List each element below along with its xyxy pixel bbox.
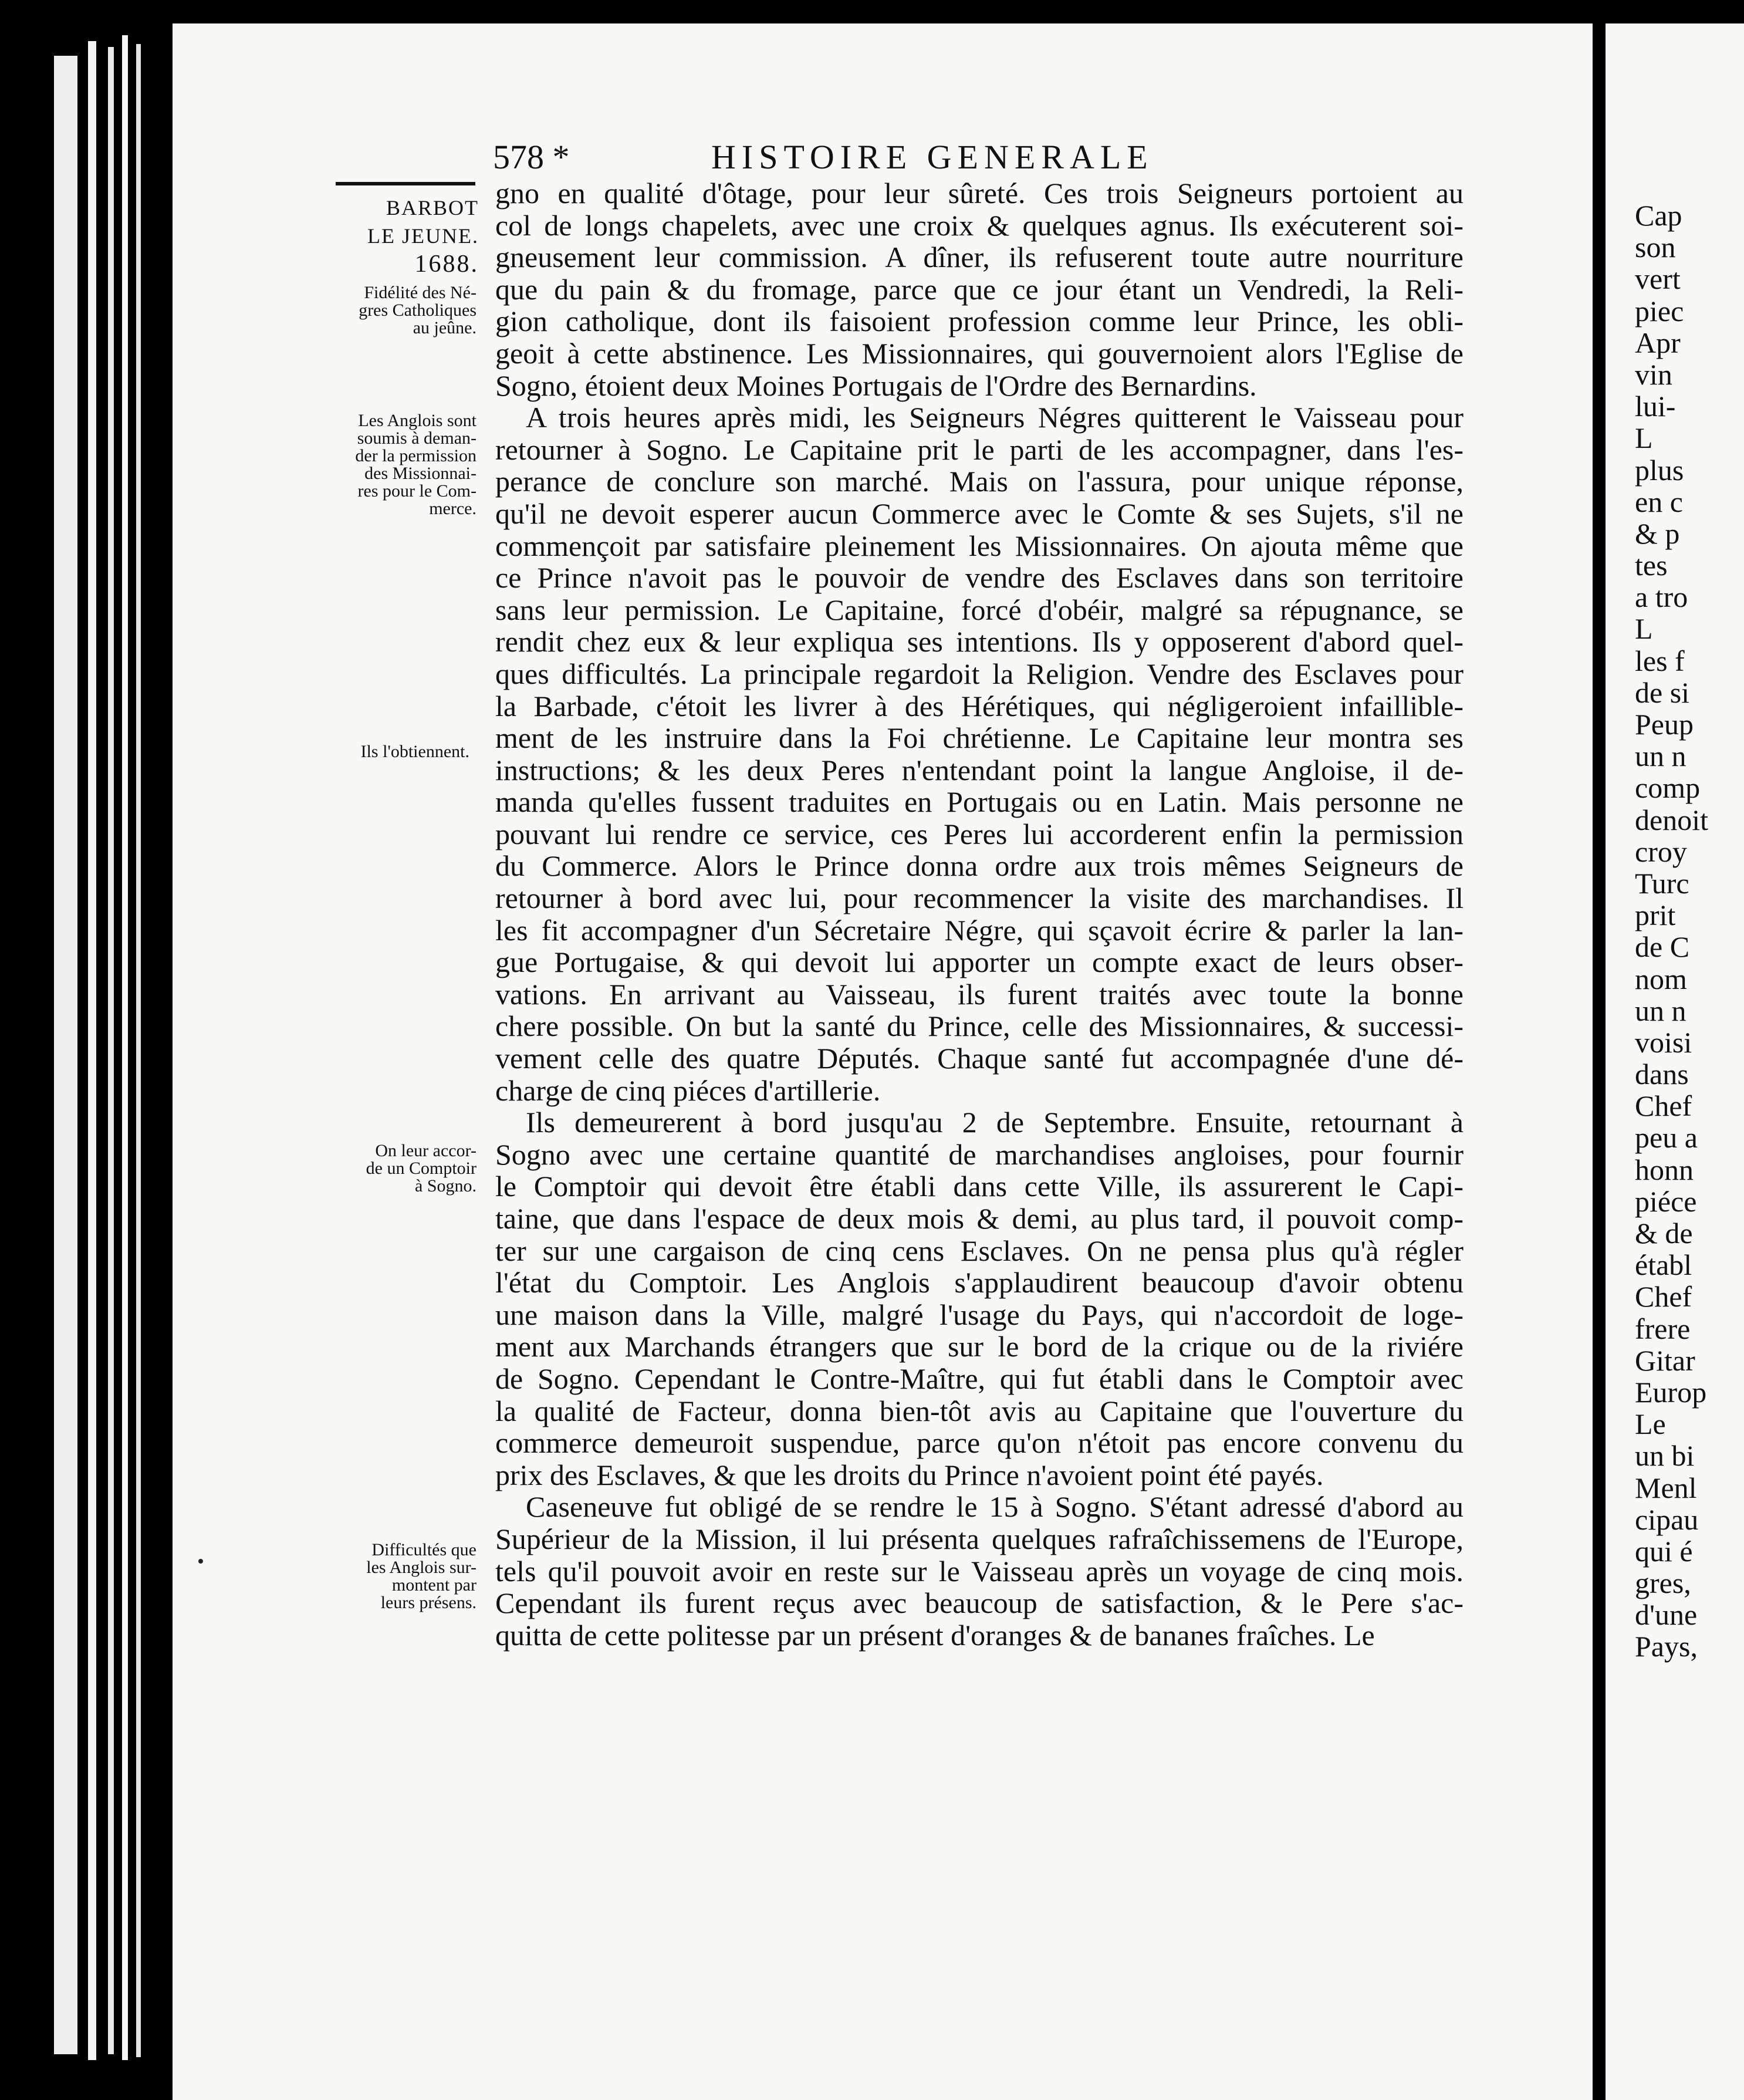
text-line: commençoit par satisfaire pleinement les Missionnaires. On ajouta même que [495, 529, 1464, 562]
margin-author: BARBOT [386, 196, 479, 220]
margin-note-line: Fidélité des Né- [364, 283, 476, 302]
text-line: instructions; & les deux Peres n'entendant point la langue Angloise, il de- [495, 753, 1464, 786]
text-line: de Sogno. Cependant le Contre-Maître, qui fut établi dans le Comptoir avec [495, 1362, 1464, 1395]
margin-note-line: gres Catholiques [359, 301, 476, 320]
text-line: charge de cinq piéces d'artillerie. [495, 1073, 881, 1107]
text-line: col de longs chapelets, avec une croix & quelques agnus. Ils exécuterent soi- [495, 208, 1464, 242]
margin-note-line: les Anglois sur- [366, 1558, 476, 1577]
facing-page-line: nom [1635, 962, 1687, 995]
margin-year: 1688. [414, 251, 479, 278]
facing-page-line: Peup [1635, 708, 1694, 741]
margin-note-line: à Sogno. [415, 1176, 476, 1196]
facing-page-line: vin [1635, 357, 1672, 391]
text-line: retourner à Sogno. Le Capitaine prit le parti de les accompagner, dans l'es- [495, 433, 1464, 466]
facing-page-line: cipau [1635, 1503, 1699, 1536]
text-line: Supérieur de la Mission, il lui présenta quelques rafraîchissemens de l'Europe, [495, 1522, 1464, 1555]
text-line: ques difficultés. La principale regardoit la Religion. Vendre des Esclaves pour [495, 657, 1464, 690]
text-line: ment aux Marchands étrangers que sur le bord de la crique ou de la riviére [495, 1330, 1464, 1363]
running-head [493, 134, 1268, 181]
text-line: pouvant lui rendre ce service, ces Peres lui accorderent enfin la permission [495, 817, 1464, 850]
text-line: prix des Esclaves, & que les droits du Prince n'avoient point été payés. [495, 1458, 1324, 1491]
stray-mark [198, 1559, 203, 1564]
margin-note-line: Ils l'obtiennent. [360, 742, 469, 761]
text-line: rendit chez eux & leur expliqua ses intentions. Ils y opposerent d'abord quel- [495, 625, 1464, 659]
facing-page-line: Europ [1635, 1375, 1707, 1409]
facing-page-line: comp [1635, 771, 1701, 805]
facing-page-line: plus [1635, 453, 1684, 487]
page-stack-edge [108, 47, 114, 2054]
facing-page-line: Menl [1635, 1471, 1697, 1504]
text-line: ter sur une cargaison de cinq cens Esclaves. On ne pensa plus qu'à régler [495, 1234, 1464, 1267]
margin-note-line: leurs présens. [380, 1593, 476, 1612]
facing-page-line: vert [1635, 262, 1681, 296]
text-line: la qualité de Facteur, donna bien-tôt avis au Capitaine que l'ouverture du [495, 1394, 1464, 1427]
facing-page-line: & p [1635, 516, 1680, 550]
facing-page [1606, 23, 1744, 2100]
text-line: taine, que dans l'espace de deux mois & demi, au plus tard, il pouvoit comp- [495, 1202, 1464, 1235]
facing-page-line: Chef [1635, 1089, 1692, 1123]
text-line: gno en qualité d'ôtage, pour leur sûreté. Ces trois Seigneurs portoient au [495, 177, 1464, 210]
facing-page-line: a tro [1635, 580, 1688, 614]
facing-page-line: de C [1635, 930, 1690, 964]
margin-note [324, 412, 476, 518]
text-line: gneusement leur commission. A dîner, ils refuserent toute autre nourriture [495, 241, 1464, 274]
facing-page-line: Apr [1635, 326, 1681, 359]
facing-page-text [1635, 200, 1744, 1663]
facing-page-line: Pays, [1635, 1630, 1698, 1663]
text-line: sans leur permission. Le Capitaine, forcé d'obéir, malgré sa répugnance, se [495, 593, 1464, 626]
text-line: geoit à cette abstinence. Les Missionnaires, qui gouvernoient alors l'Eglise de [495, 336, 1464, 370]
facing-page-line: de si [1635, 676, 1690, 709]
text-line: gue Portugaise, & qui devoit lui apporter un compte exact de leurs obser- [495, 946, 1464, 979]
facing-page-line: établ [1635, 1248, 1692, 1282]
text-line: Sogno, étoient deux Moines Portugais de l'Ordre des Bernardins. [495, 369, 1257, 402]
facing-page-line: qui é [1635, 1534, 1693, 1568]
margin-note-line: au jeûne. [413, 318, 476, 337]
text-line: retourner à bord avec lui, pour recommencer la visite des marchandises. Il [495, 882, 1464, 915]
facing-page-line: L [1635, 421, 1653, 455]
text-line: Caseneuve fut obligé de se rendre le 15 à Sogno. S'étant adressé d'abord au [526, 1490, 1464, 1524]
text-line: Cependant ils furent reçus avec beaucoup de satisfaction, & le Pere s'ac- [495, 1586, 1464, 1620]
margin-note [324, 1541, 476, 1612]
text-line: A trois heures après midi, les Seigneurs Négres quitterent le Vaisseau pour [526, 401, 1464, 434]
facing-page-line: un n [1635, 740, 1686, 773]
facing-page-line: croy [1635, 835, 1687, 868]
margin-note-line: montent par [391, 1575, 476, 1595]
margin-rule [336, 182, 475, 185]
facing-page-line: les f [1635, 644, 1685, 677]
facing-page-line: piéce [1635, 1184, 1697, 1218]
body-text [495, 177, 1464, 1651]
facing-page-line: un bi [1635, 1439, 1695, 1473]
facing-page-line: tes [1635, 549, 1668, 582]
facing-page-line: Le [1635, 1407, 1666, 1441]
margin-note-line: soumis à deman- [357, 428, 476, 448]
facing-page-line: & de [1635, 1217, 1693, 1250]
text-line: ment de les instruire dans la Foi chrétienne. Le Capitaine leur montra ses [495, 721, 1464, 755]
page-number: 578 * [493, 138, 570, 176]
page-stack-edge [136, 44, 141, 2057]
facing-page-line: dans [1635, 1058, 1689, 1091]
facing-page-line: frere [1635, 1312, 1691, 1345]
text-line: perance de conclure son marché. Mais on l'assura, pour unique réponse, [495, 465, 1464, 498]
facing-page-line: L [1635, 612, 1653, 646]
facing-page-line: Cap [1635, 199, 1682, 232]
text-line: chere possible. On but la santé du Prince, celle des Missionnaires, & successi- [495, 1010, 1464, 1043]
facing-page-line: peu a [1635, 1121, 1698, 1154]
text-line: vement celle des quatre Députés. Chaque santé fut accompagnée d'une dé- [495, 1042, 1464, 1075]
text-line: l'état du Comptoir. Les Anglois s'applaudirent beaucoup d'avoir obtenu [495, 1266, 1464, 1299]
page-stack-edge [88, 41, 96, 2060]
page-stack-edge [54, 56, 77, 2054]
text-line: quitta de cette politesse par un présent d'oranges & de bananes fraîches. Le [495, 1618, 1375, 1652]
page-stack-edge [122, 35, 128, 2060]
facing-page-line: gres, [1635, 1566, 1691, 1600]
text-line: du Commerce. Alors le Prince donna ordre aux trois mêmes Seigneurs de [495, 849, 1464, 883]
text-line: vations. En arrivant au Vaisseau, ils furent traités avec toute la bonne [495, 977, 1464, 1011]
margin-note-line: merce. [429, 499, 476, 518]
margin-note-line: Les Anglois sont [358, 411, 476, 430]
text-line: Ils demeurerent à bord jusqu'au 2 de Septembre. Ensuite, retournant à [526, 1106, 1464, 1139]
facing-page-line: en c [1635, 485, 1683, 518]
text-line: commerce demeuroit suspendue, parce qu'on n'étoit pas encore convenu du [495, 1426, 1464, 1460]
margin-note [324, 284, 476, 337]
facing-page-line: d'une [1635, 1598, 1698, 1632]
facing-page-line: lui- [1635, 390, 1676, 423]
facing-page-line: denoit [1635, 803, 1708, 836]
facing-page-line: son [1635, 231, 1676, 264]
margin-note-line: de un Comptoir [366, 1159, 476, 1178]
text-line: que du pain & du fromage, parce que ce jour étant un Vendredi, la Reli- [495, 272, 1464, 306]
text-line: gion catholique, dont ils faisoient profession comme leur Prince, les obli- [495, 305, 1464, 338]
text-line: manda qu'elles fussent traduites en Portugais ou en Latin. Mais personne ne [495, 785, 1464, 819]
text-line: Sogno avec une certaine quantité de marchandises angloises, pour fournir [495, 1137, 1464, 1171]
text-line: qu'il ne devoit esperer aucun Commerce avec le Comte & ses Sujets, s'il ne [495, 497, 1464, 530]
text-line: la Barbade, c'étoit les livrer à des Hérétiques, qui négligeroient infaillible- [495, 689, 1464, 722]
text-line: tels qu'il pouvoit avoir en reste sur le Vaisseau après un voyage de cinq mois. [495, 1554, 1464, 1588]
text-line: une maison dans la Ville, malgré l'usage du Pays, qui n'accordoit de loge- [495, 1298, 1464, 1331]
margin-author-note [326, 194, 479, 278]
facing-page-line: un n [1635, 994, 1686, 1027]
margin-note-line: Difficultés que [371, 1540, 476, 1559]
margin-note [324, 1142, 476, 1195]
facing-page-line: voisi [1635, 1025, 1692, 1059]
text-line: les fit accompagner d'un Sécretaire Négre, qui sçavoit écrire & parler la lan- [495, 913, 1464, 947]
facing-page-line: honn [1635, 1153, 1694, 1186]
facing-page-line: Gitar [1635, 1343, 1695, 1377]
margin-note-line: On leur accor- [375, 1141, 476, 1160]
margin-author-sub: LE JEUNE. [367, 224, 479, 248]
margin-note-line: der la permission [355, 446, 476, 465]
margin-note-line: des Missionnai- [364, 464, 476, 483]
facing-page-line: Chef [1635, 1280, 1692, 1314]
facing-page-line: prit [1635, 899, 1676, 932]
text-line: ce Prince n'avoit pas le pouvoir de vendre des Esclaves dans son territoire [495, 561, 1464, 595]
page-title: HISTOIRE GENERALE [711, 138, 1154, 176]
facing-page-line: Turc [1635, 866, 1689, 900]
facing-page-line: piec [1635, 294, 1684, 328]
margin-note-line: res pour le Com- [357, 481, 476, 501]
text-line: le Comptoir qui devoit être établi dans cette Ville, ils assurerent le Capi- [495, 1170, 1464, 1203]
margin-note [317, 743, 469, 761]
